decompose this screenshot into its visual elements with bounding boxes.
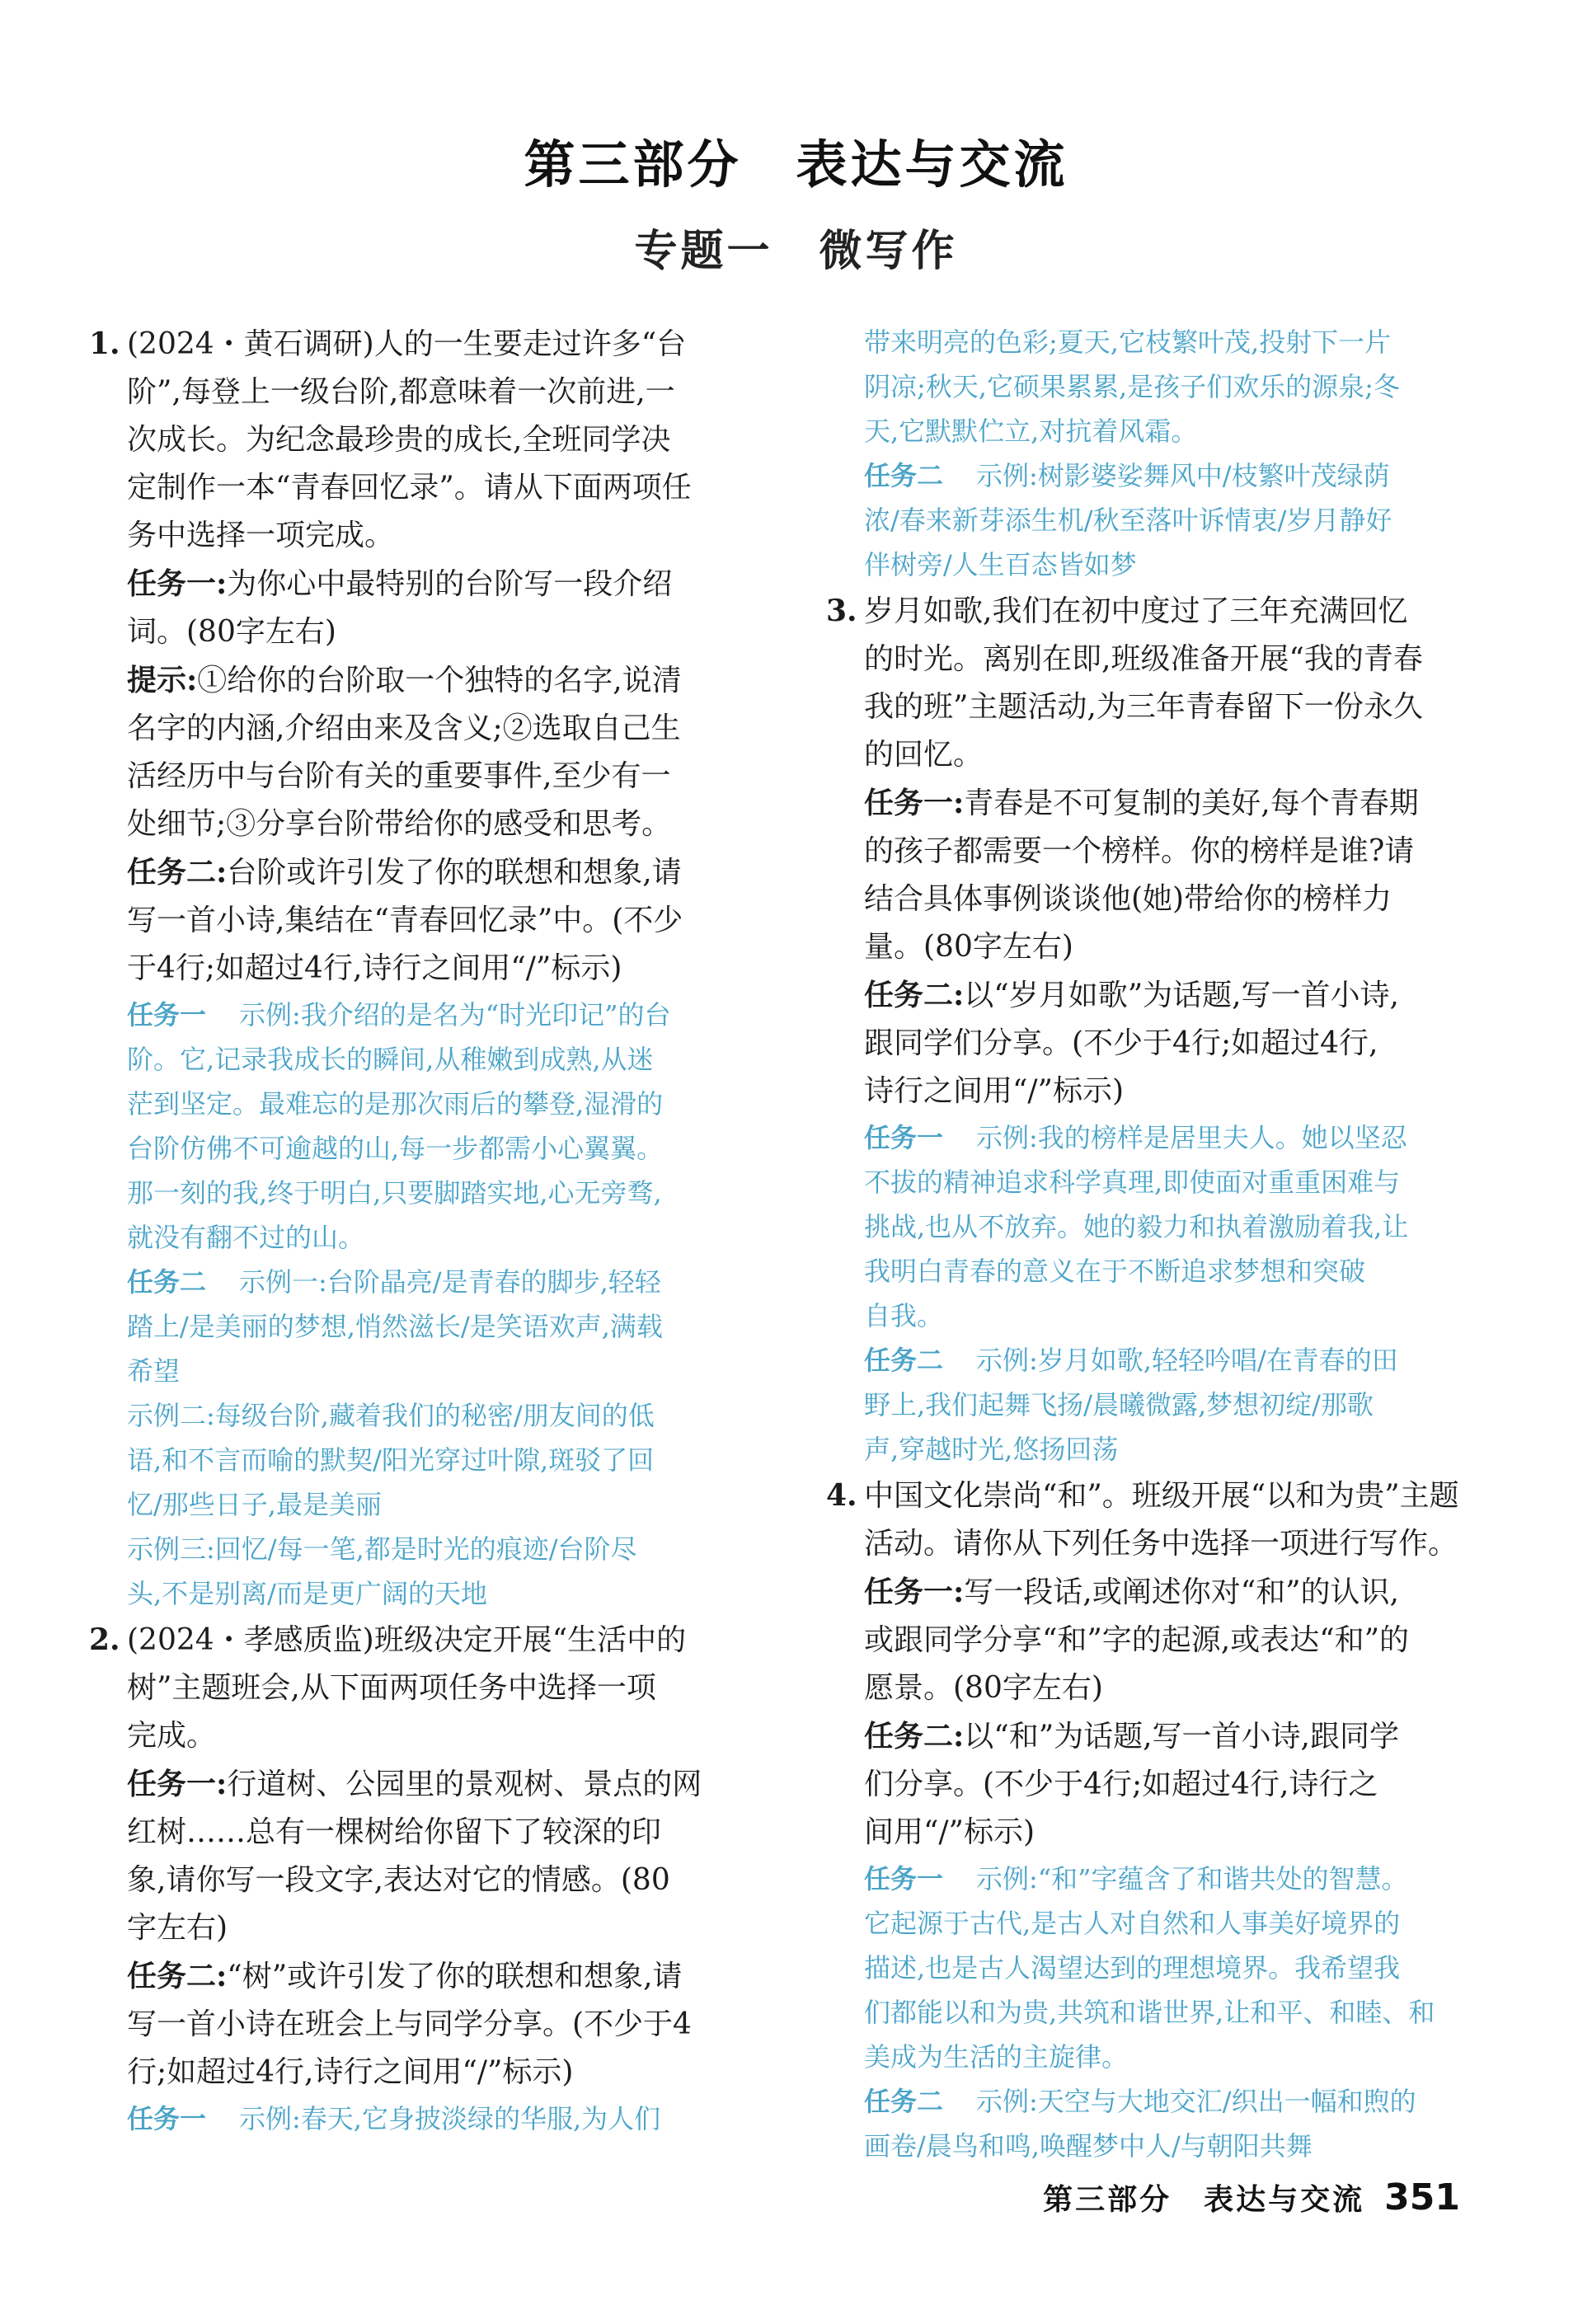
question-line	[826, 1712, 1502, 1761]
question-line	[89, 1857, 765, 1904]
line-text: 美成为生活的主旋律。	[864, 2041, 1129, 2073]
answer-line	[89, 1438, 765, 1482]
task-label: 任务二:	[864, 1719, 965, 1754]
question-line	[826, 1020, 1502, 1068]
line-text: 台阶或许引发了你的联想和想象,请	[227, 856, 682, 890]
answer-line	[826, 320, 1502, 364]
answer-line	[826, 1338, 1502, 1383]
question-line	[89, 848, 765, 897]
line-text: 树”主题班会,从下面两项任务中选择一项	[127, 1671, 656, 1705]
question-line	[89, 1712, 765, 1760]
line-text: ①给你的台阶取一个独特的名字,说清	[197, 664, 682, 697]
line-text: 为你心中最特别的台阶写一段介绍	[227, 567, 673, 601]
answer-line	[826, 1857, 1502, 1901]
page-footer	[1043, 2176, 1460, 2218]
question-line	[826, 1520, 1502, 1568]
line-text: 台阶仿佛不可逾越的山,每一步都需小心翼翼。	[127, 1133, 664, 1164]
line-text: 或跟同学分享“和”字的起源,或表达“和”的	[864, 1623, 1410, 1657]
line-text: 不拔的精神追求科学真理,即使面对重重困难与	[864, 1167, 1401, 1198]
question-line	[826, 923, 1502, 971]
question-line	[89, 369, 765, 416]
line-text: 浓/春来新芽添生机/秋至落叶诉情衷/岁月静好	[864, 505, 1392, 536]
line-text: 行道树、公园里的景观树、景点的网	[227, 1768, 702, 1801]
question-line	[826, 828, 1502, 876]
answer-line	[89, 1527, 765, 1571]
line-text: 就没有翻不过的山。	[127, 1222, 365, 1253]
question-line	[89, 656, 765, 705]
right-column	[826, 320, 1502, 2168]
task-label: 任务二	[864, 1345, 944, 1376]
line-text: 定制作一本“青春回忆录”。请从下面两项任	[127, 471, 692, 505]
answer-line	[826, 409, 1502, 453]
task-label: 任务一:	[864, 1575, 965, 1609]
line-text: 示例:树影婆娑舞风中/枝繁叶茂绿荫	[976, 460, 1390, 491]
answer-line	[89, 1171, 765, 1215]
line-text: 次成长。为纪念最珍贵的成长,全班同学决	[127, 423, 671, 457]
answer-line	[826, 1383, 1502, 1427]
question-line	[89, 2049, 765, 2096]
answer-line	[826, 453, 1502, 498]
answer-line	[826, 1427, 1502, 1472]
question-line	[89, 705, 765, 753]
line-text: (2024・孝感质监)班级决定开展“生活中的	[127, 1623, 687, 1657]
answer-line	[89, 1260, 765, 1304]
question-line	[826, 683, 1502, 731]
line-text: 阶。它,记录我成长的瞬间,从稚嫩到成熟,从迷	[127, 1044, 654, 1075]
question-line	[89, 1809, 765, 1857]
question-line	[89, 1760, 765, 1809]
answer-line	[89, 1082, 765, 1126]
line-text: 野上,我们起舞飞扬/晨曦微露,梦想初绽/那歌	[864, 1389, 1374, 1420]
answer-line	[89, 2096, 765, 2141]
answer-line	[89, 1304, 765, 1349]
topic-title: 专题一 微写作	[634, 226, 958, 276]
line-text: 结合具体事例谈谈他(她)带给你的榜样力	[864, 882, 1392, 916]
answer-line	[826, 1115, 1502, 1160]
line-text: 挑战,也从不放弃。她的毅力和执着激励着我,让	[864, 1211, 1409, 1242]
question-line	[89, 945, 765, 993]
line-text: 希望	[127, 1355, 181, 1387]
answer-line	[89, 1126, 765, 1171]
line-text: 字左右)	[127, 1911, 228, 1945]
line-text: 示例:“和”字蕴含了和谐共处的智慧。	[976, 1863, 1408, 1894]
line-text: (2024・黄石调研)人的一生要走过许多“台	[127, 327, 687, 361]
line-text: 写一段话,或阐述你对“和”的认识,	[964, 1575, 1399, 1609]
line-text: 语,和不言而喻的默契/阳光穿过叶隙,斑驳了回	[127, 1444, 655, 1476]
line-text: 示例:我介绍的是名为“时光印记”的台	[239, 999, 671, 1031]
left-column	[89, 320, 765, 2141]
line-text: 处细节;③分享台阶带给你的感受和思考。	[127, 807, 672, 841]
line-text: 忆/那些日子,最是美丽	[127, 1489, 382, 1520]
task-label: 任务一:	[864, 786, 965, 820]
question-line	[826, 779, 1502, 828]
question-line	[89, 800, 765, 848]
question-line	[89, 416, 765, 464]
line-text: 天,它默默伫立,对抗着风霜。	[864, 416, 1198, 447]
line-text: 画卷/晨鸟和鸣,唤醒梦中人/与朝阳共舞	[864, 2130, 1313, 2162]
line-text: 们分享。(不少于4行;如超过4行,诗行之	[864, 1768, 1378, 1801]
line-text: 以“岁月如歌”为话题,写一首小诗,	[964, 979, 1399, 1012]
line-text: 示例一:台阶晶亮/是青春的脚步,轻轻	[239, 1266, 661, 1298]
line-text: 示例:春天,它身披淡绿的华服,为人们	[239, 2103, 661, 2134]
question-line	[89, 1616, 765, 1664]
question-line	[826, 1568, 1502, 1617]
question-line	[89, 897, 765, 945]
line-text: 踏上/是美丽的梦想,悄然滋长/是笑语欢声,满载	[127, 1311, 663, 1342]
question-line	[89, 1904, 765, 1952]
answer-line	[89, 1037, 765, 1082]
question-line	[89, 608, 765, 656]
answer-line	[826, 498, 1502, 542]
line-text: 茫到坚定。最难忘的是那次雨后的攀登,湿滑的	[127, 1088, 664, 1120]
answer-line	[826, 2035, 1502, 2079]
line-text: 活动。请你从下列任务中选择一项进行写作。	[864, 1527, 1458, 1561]
line-text: 头,不是别离/而是更广阔的天地	[127, 1578, 487, 1609]
question-line	[826, 1761, 1502, 1809]
line-text: 愿景。(80字左右)	[864, 1671, 1103, 1705]
question-number: 1.	[89, 326, 120, 361]
answer-line	[826, 1990, 1502, 2035]
line-text: 诗行之间用“/”标示)	[864, 1074, 1124, 1108]
task-label: 任务一	[127, 2103, 207, 2134]
answer-line	[826, 1160, 1502, 1204]
line-text: 的孩子都需要一个榜样。你的榜样是谁?请	[864, 834, 1415, 868]
line-text: 阶”,每登上一级台阶,都意味着一次前进,一	[127, 375, 675, 409]
footer-section-title: 第三部分 表达与交流	[1043, 2183, 1365, 2217]
answer-line	[826, 364, 1502, 409]
line-text: 词。(80字左右)	[127, 615, 336, 649]
line-text: 示例:我的榜样是居里夫人。她以坚忍	[976, 1122, 1407, 1153]
answer-line	[89, 1393, 765, 1438]
line-text: 那一刻的我,终于明白,只要脚踏实地,心无旁骛,	[127, 1177, 662, 1209]
line-text: 象,请你写一段文字,表达对它的情感。(80	[127, 1863, 670, 1897]
question-line	[89, 1952, 765, 2001]
question-line	[826, 1068, 1502, 1115]
question-line	[826, 731, 1502, 779]
question-line	[89, 753, 765, 800]
answer-line	[826, 1293, 1502, 1338]
task-label: 任务一	[127, 999, 207, 1031]
question-line	[89, 512, 765, 560]
line-text: 们都能以和为贵,共筑和谐世界,让和平、和睦、和	[864, 1997, 1435, 2028]
question-line	[89, 1664, 765, 1712]
line-text: 岁月如歌,我们在初中度过了三年充满回忆	[864, 594, 1408, 628]
line-text: 的回忆。	[864, 738, 984, 772]
line-text: 跟同学们分享。(不少于4行;如超过4行,	[864, 1026, 1378, 1060]
question-line	[89, 464, 765, 512]
question-line	[826, 636, 1502, 683]
line-text: 我明白青春的意义在于不断追求梦想和突破	[864, 1256, 1366, 1287]
line-text: 伴树旁/人生百态皆如梦	[864, 549, 1137, 580]
line-text: 示例二:每级台阶,藏着我们的秘密/朋友间的低	[127, 1400, 655, 1431]
line-text: 量。(80字左右)	[864, 930, 1073, 964]
answer-line	[89, 1215, 765, 1260]
line-text: 行;如超过4行,诗行之间用“/”标示)	[127, 2055, 574, 2089]
line-text: 名字的内涵,介绍由来及含义;②选取自己生	[127, 711, 681, 745]
task-label: 任务二	[864, 460, 944, 491]
task-label: 任务二	[864, 2086, 944, 2117]
question-line	[826, 1664, 1502, 1712]
task-label: 任务二:	[127, 1959, 228, 1993]
line-text: 写一首小诗在班会上与同学分享。(不少于4	[127, 2007, 692, 2041]
question-number: 4.	[826, 1478, 857, 1513]
line-text: “树”或许引发了你的联想和想象,请	[227, 1960, 683, 1993]
line-text: 自我。	[864, 1300, 944, 1331]
question-line	[826, 1809, 1502, 1857]
question-line	[826, 1617, 1502, 1664]
task-label: 提示:	[127, 663, 198, 697]
answer-line	[826, 1249, 1502, 1293]
line-text: 中国文化崇尚“和”。班级开展“以和为贵”主题	[864, 1479, 1459, 1513]
answer-line	[89, 1349, 765, 1393]
question-number: 3.	[826, 594, 857, 628]
answer-line	[826, 2124, 1502, 2168]
answer-line	[89, 1482, 765, 1527]
task-label: 任务一:	[127, 566, 228, 601]
line-text: 阴凉;秋天,它硕果累累,是孩子们欢乐的源泉;冬	[864, 371, 1400, 402]
question-line	[89, 2001, 765, 2049]
line-text: 红树……总有一棵树给你留下了较深的印	[127, 1815, 662, 1849]
answer-line	[826, 1946, 1502, 1990]
question-line	[826, 876, 1502, 923]
line-text: 务中选择一项完成。	[127, 519, 395, 552]
question-line	[89, 560, 765, 608]
line-text: 描述,也是古人渴望达到的理想境界。我希望我	[864, 1952, 1401, 1984]
line-text: 青春是不可复制的美好,每个青春期	[964, 786, 1419, 820]
task-label: 任务一:	[127, 1767, 228, 1801]
line-text: 它起源于古代,是古人对自然和人事美好境界的	[864, 1908, 1401, 1939]
line-text: 写一首小诗,集结在“青春回忆录”中。(不少	[127, 904, 683, 937]
page-number: 351	[1384, 2176, 1460, 2218]
line-text: 的时光。离别在即,班级准备开展“我的青春	[864, 642, 1423, 676]
answer-line	[89, 993, 765, 1037]
question-number: 2.	[89, 1622, 120, 1657]
line-text: 我的班”主题活动,为三年青春留下一份永久	[864, 690, 1423, 724]
task-label: 任务二	[127, 1266, 207, 1298]
line-text: 示例三:回忆/每一笔,都是时光的痕迹/台阶尽	[127, 1533, 637, 1565]
answer-line	[826, 2079, 1502, 2124]
question-line	[89, 320, 765, 369]
line-text: 于4行;如超过4行,诗行之间用“/”标示)	[127, 951, 622, 985]
answer-line	[826, 542, 1502, 587]
answer-line	[826, 1204, 1502, 1249]
task-label: 任务一	[864, 1122, 944, 1153]
question-line	[826, 1472, 1502, 1520]
line-text: 以“和”为话题,写一首小诗,跟同学	[964, 1720, 1399, 1754]
line-text: 带来明亮的色彩;夏天,它枝繁叶茂,投射下一片	[864, 326, 1392, 358]
answer-line	[89, 1571, 765, 1616]
line-text: 活经历中与台阶有关的重要事件,至少有一	[127, 759, 671, 793]
part-title: 第三部分 表达与交流	[524, 134, 1068, 195]
line-text: 示例:天空与大地交汇/织出一幅和煦的	[976, 2086, 1416, 2117]
line-text: 示例:岁月如歌,轻轻吟唱/在青春的田	[976, 1345, 1398, 1376]
task-label: 任务二:	[127, 855, 228, 890]
question-line	[826, 587, 1502, 636]
line-text: 间用“/”标示)	[864, 1815, 1035, 1849]
task-label: 任务一	[864, 1863, 944, 1894]
line-text: 完成。	[127, 1719, 217, 1753]
answer-line	[826, 1901, 1502, 1946]
line-text: 声,穿越时光,悠扬回荡	[864, 1434, 1119, 1465]
question-line	[826, 971, 1502, 1020]
task-label: 任务二:	[864, 978, 965, 1012]
